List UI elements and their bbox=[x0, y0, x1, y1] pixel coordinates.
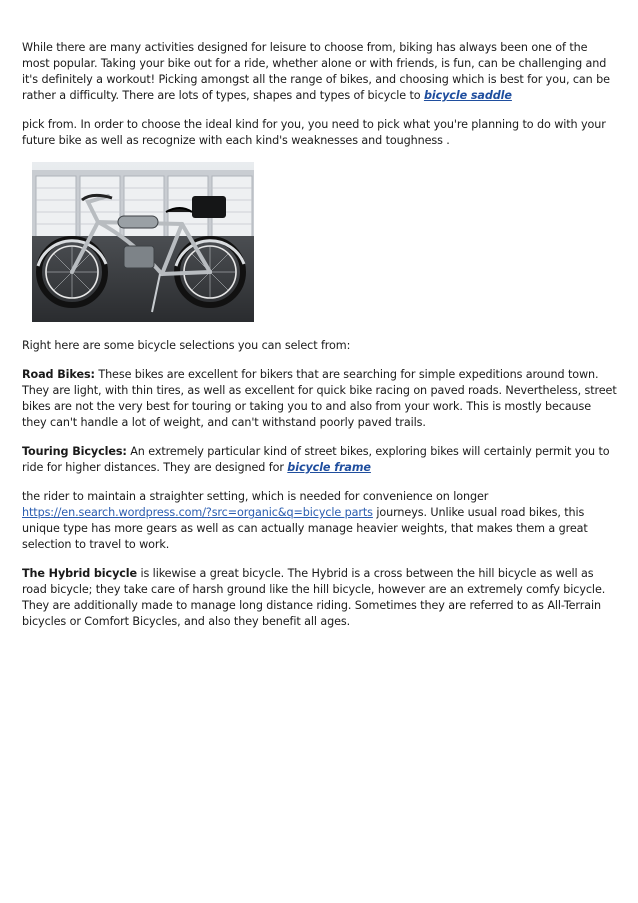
bicycle-saddle-link[interactable]: bicycle saddle bbox=[423, 89, 512, 102]
road-bikes-text: These bikes are excellent for bikers that are searching for simple expeditions around town. They are light, with thin tires, as well as excellent for quick bike racing on paved roads. Nevertheless, street bikes are not the very best for touring or taking you to and also from your work. This is mostly because they can't handle a lot of weight, and can't withstand poorly paved trails. bbox=[22, 368, 617, 429]
selections-intro: Right here are some bicycle selections you can select from: bbox=[22, 339, 351, 352]
rider-text-after: journeys. Unlike usual road bikes, this unique type has more gears as well as can actually manage heavier weights, that makes them a great selection to travel to work. bbox=[22, 506, 588, 551]
touring-text: An extremely particular kind of street bikes, exploring bikes will certainly permit you to ride for higher distances. They are designed for bbox=[22, 445, 610, 474]
choose-paragraph: pick from. In order to choose the ideal kind for you, you need to pick what you're planning to do with your future bike as well as recognize with each kind's weaknesses and toughness . bbox=[22, 118, 606, 147]
touring-paragraph bbox=[22, 444, 618, 476]
intro-text: While there are many activities designed for leisure to choose from, biking has always been one of the most popular. Taking your bike out for a ride, whether alone or with friends, is fun, can be challenging and it's definitely a workout! Picking amongst all the range of bikes, and choosing which is best for you, can be rather a difficulty. There are lots of types, shapes and types of bicycle to bbox=[22, 41, 610, 102]
hybrid-heading: The Hybrid bicycle bbox=[22, 567, 138, 580]
article-body bbox=[22, 40, 618, 643]
road-bikes-heading: Road Bikes: bbox=[22, 368, 95, 381]
road-bikes-paragraph bbox=[22, 367, 618, 431]
bicycle-frame-link[interactable]: bicycle frame bbox=[287, 461, 371, 474]
bicycle-parts-link[interactable]: https://en.search.wordpress.com/?src=organic&q=bicycle parts bbox=[22, 506, 373, 519]
hybrid-paragraph bbox=[22, 566, 618, 630]
rider-paragraph bbox=[22, 489, 618, 553]
intro-paragraph bbox=[22, 40, 618, 104]
hybrid-text: is likewise a great bicycle. The Hybrid is a cross between the hill bicycle as well as road bicycle; they take care of harsh ground like the hill bicycle, however are an extremely comfy bicycle. They are additionally made to manage long distance riding. Sometimes they are referred to as All-Terrain bicycles or Comfort Bicycles, and also they benefit all ages. bbox=[22, 567, 606, 628]
rider-text-before: the rider to maintain a straighter setting, which is needed for convenience on longer bbox=[22, 490, 489, 503]
touring-heading: Touring Bicycles: bbox=[22, 445, 127, 458]
motorized-bicycle-photo bbox=[32, 162, 254, 322]
